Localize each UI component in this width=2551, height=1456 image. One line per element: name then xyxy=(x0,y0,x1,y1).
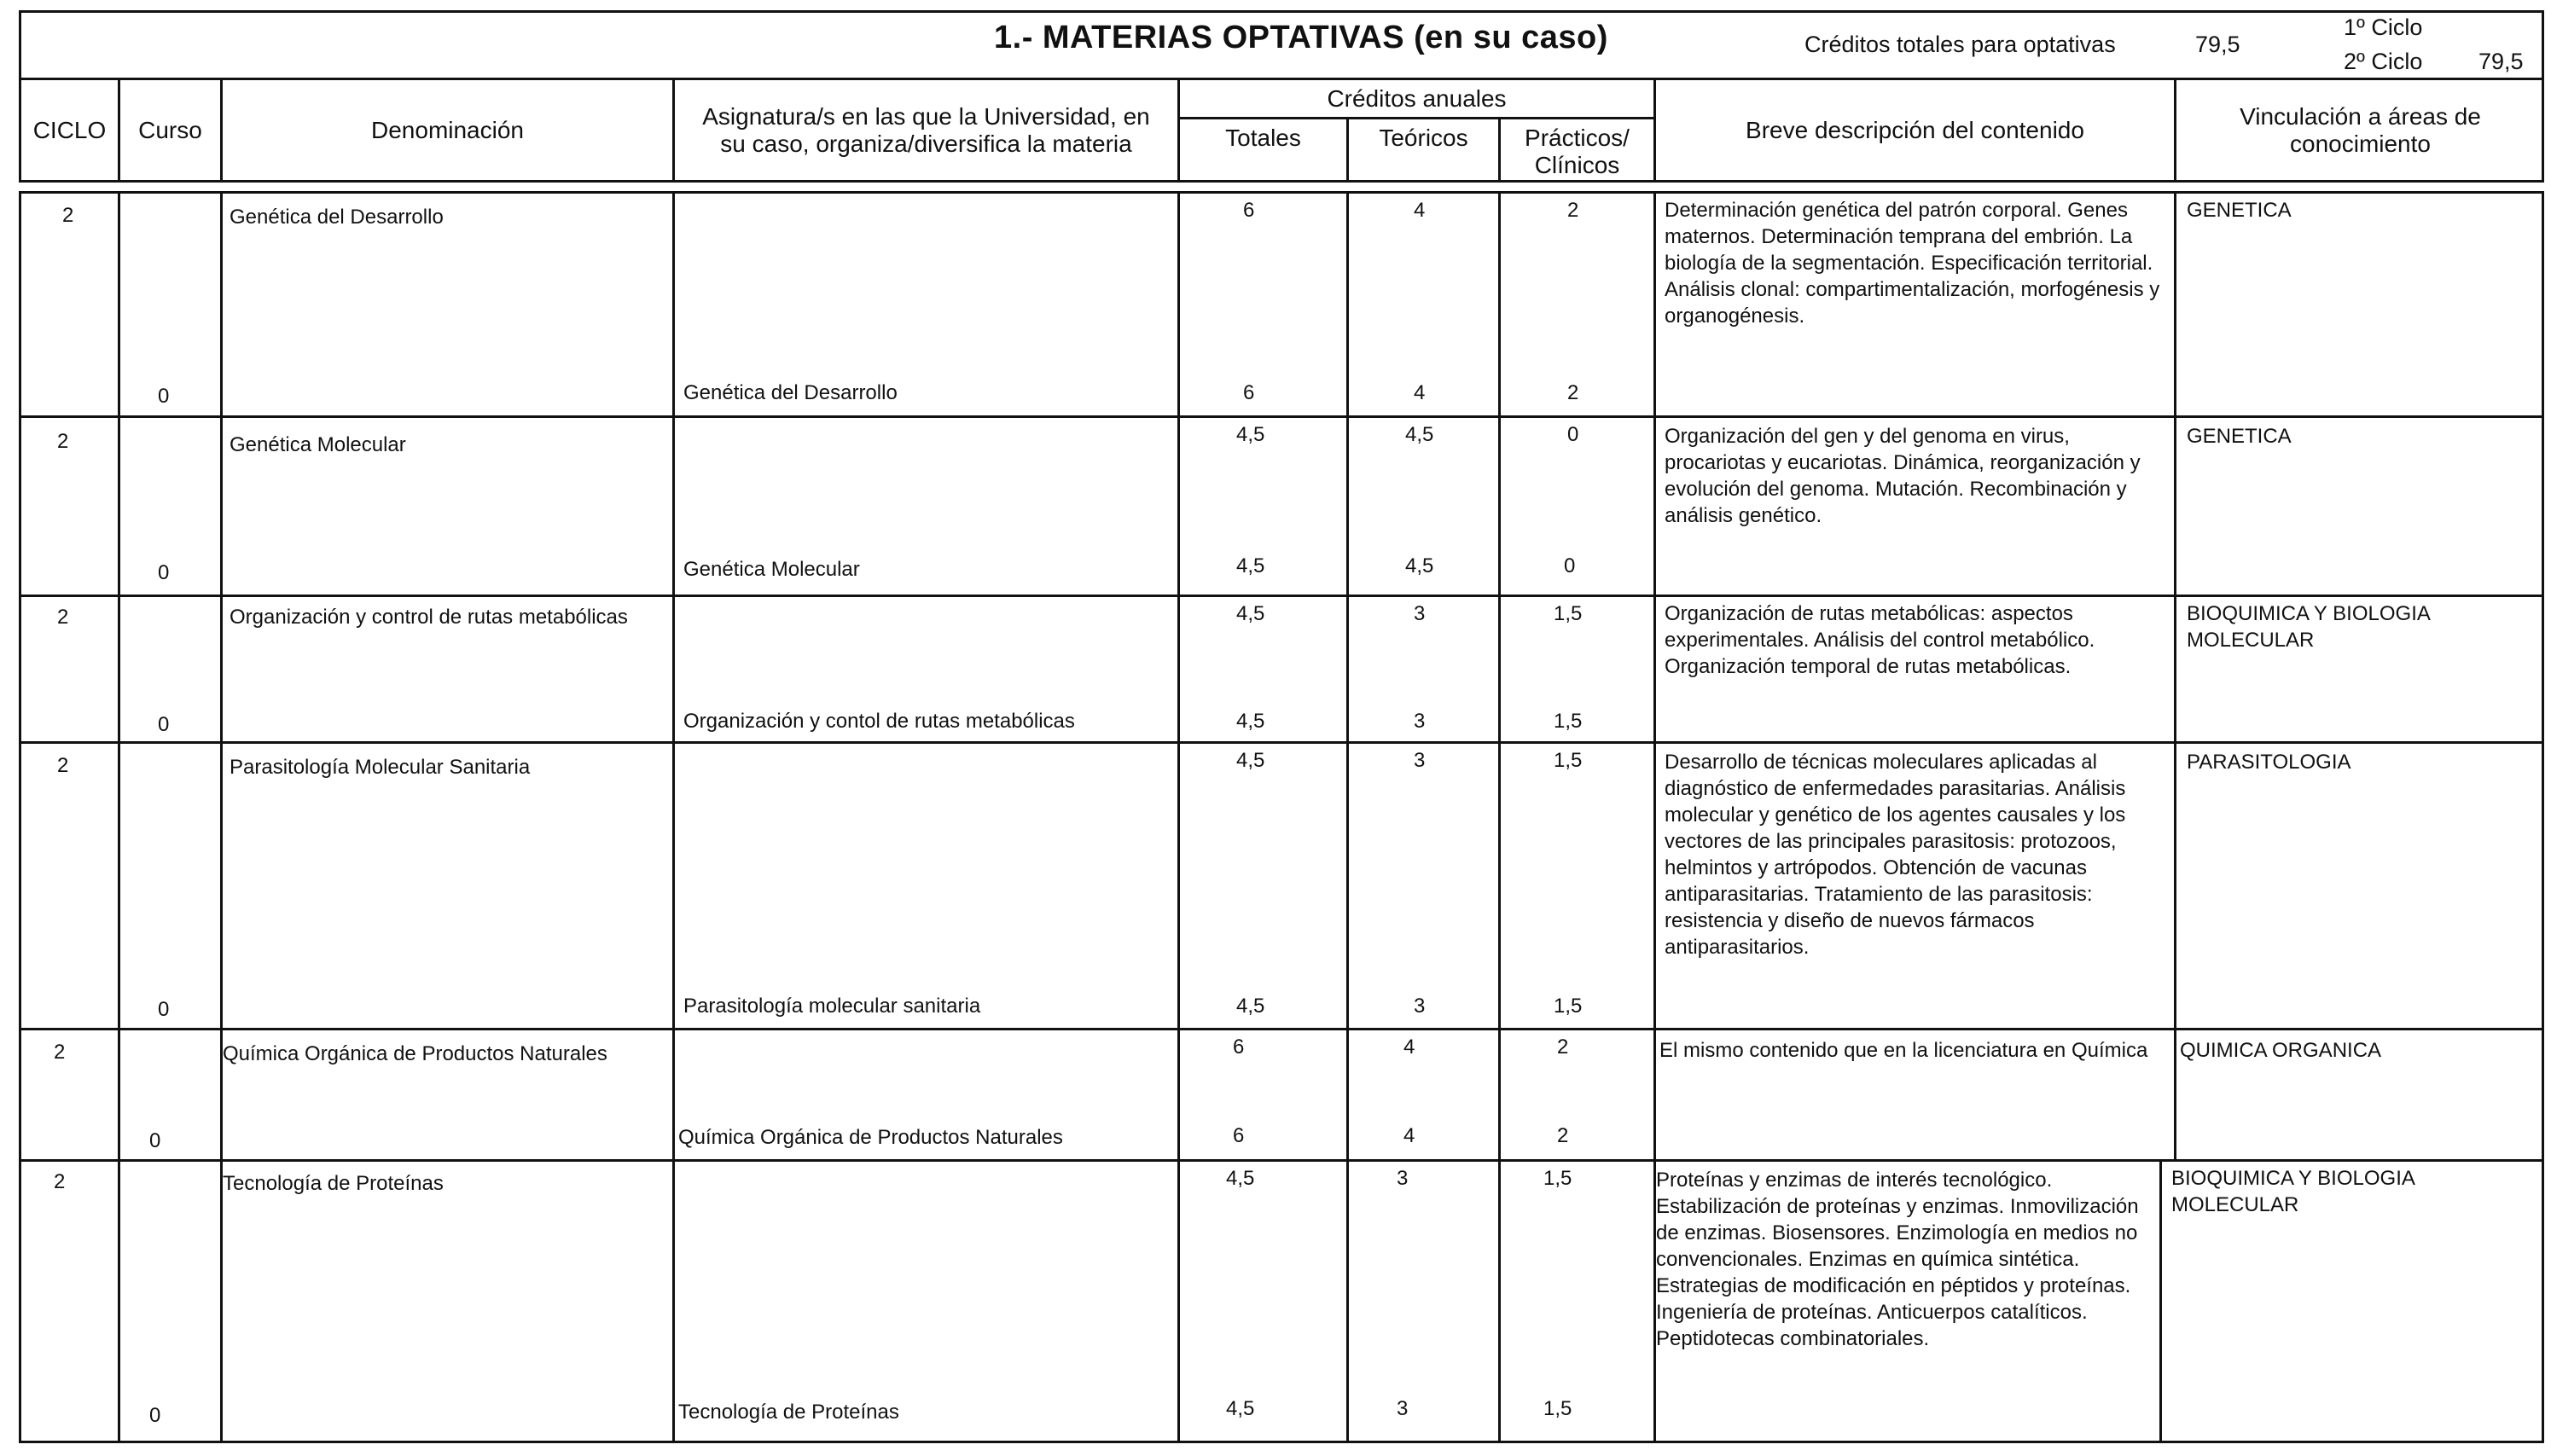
cell-descripcion: Organización de rutas metabólicas: aspectos experimentales. Análisis del control metabólico. Organización temporal de rutas metabólicas. xyxy=(1665,602,2095,678)
table-row xyxy=(19,1162,2544,1443)
cell-ciclo: 2 xyxy=(54,1170,66,1193)
cell-vinculacion: BIOQUIMICA Y BIOLOGIA MOLECULAR xyxy=(2187,602,2430,652)
table-header xyxy=(19,80,2544,183)
cell-totales: 4,5 xyxy=(1236,602,1265,625)
cell-vinculacion: GENETICA xyxy=(2187,425,2292,448)
cell-teoricos: 4 xyxy=(1403,1035,1415,1059)
cell-descripcion: Proteínas y enzimas de interés tecnológico. Estabilización de proteínas y enzimas. Inmovilización de enzimas. Biosensores. Enzimología en medios no convencionales. Enzimas en química sintética. Estrategias de modificación en péptidos y proteínas. Ingeniería de proteínas. Anticuerpos catalíticos. Peptidotecas combinatoriales. xyxy=(1656,1169,2139,1350)
header-ciclo: CICLO xyxy=(21,80,120,180)
cell-totales: 4,5 xyxy=(1236,423,1265,446)
cell-teoricos-asignatura: 4 xyxy=(1414,381,1426,404)
cell-asignatura: Parasitología molecular sanitaria xyxy=(683,995,981,1018)
title-bar xyxy=(19,10,2544,80)
cell-ciclo: 2 xyxy=(57,430,69,453)
cell-practicos-asignatura: 2 xyxy=(1567,381,1579,404)
table-row xyxy=(19,1030,2544,1162)
header-descripcion: Breve descripción del contenido xyxy=(1656,80,2176,180)
cell-curso: 0 xyxy=(149,1404,161,1427)
cell-descripcion: Determinación genética del patrón corporal. Genes maternos. Determinación temprana del embrión. La biología de la segmentación. Especificación territorial. Análisis clonal: compartimentalización, morfogénesis y organogénesis. xyxy=(1665,199,2160,328)
table-row xyxy=(19,418,2544,597)
cell-totales-asignatura: 4,5 xyxy=(1236,995,1265,1018)
cell-denominacion: Genética del Desarrollo xyxy=(230,206,444,229)
header-teoricos: Teóricos xyxy=(1349,119,1501,180)
cell-denominacion: Tecnología de Proteínas xyxy=(223,1172,444,1195)
document-page xyxy=(19,10,2546,1443)
cell-practicos: 1,5 xyxy=(1543,1167,1572,1190)
cell-asignatura: Tecnología de Proteínas xyxy=(678,1401,899,1424)
cell-denominacion: Parasitología Molecular Sanitaria xyxy=(230,756,531,779)
cell-teoricos: 3 xyxy=(1414,749,1426,772)
header-curso: Curso xyxy=(120,80,223,180)
cell-teoricos: 3 xyxy=(1414,602,1426,625)
cell-asignatura: Genética del Desarrollo xyxy=(683,381,898,404)
cell-ciclo: 2 xyxy=(57,606,69,629)
cell-totales: 4,5 xyxy=(1236,749,1265,772)
cell-teoricos: 3 xyxy=(1397,1167,1409,1190)
cell-practicos: 0 xyxy=(1567,423,1579,446)
cell-vinculacion: PARASITOLOGIA xyxy=(2187,751,2351,774)
cell-curso: 0 xyxy=(158,561,170,584)
cell-teoricos: 4,5 xyxy=(1405,423,1434,446)
cell-descripcion: El mismo contenido que en la licenciatura en Química xyxy=(1659,1039,2148,1062)
header-vinculacion: Vinculación a áreas de conocimiento xyxy=(2240,102,2481,157)
cell-practicos: 1,5 xyxy=(1554,602,1583,625)
cell-totales-asignatura: 4,5 xyxy=(1236,710,1265,733)
cell-teoricos-asignatura: 3 xyxy=(1414,710,1426,733)
cell-denominacion: Organización y control de rutas metabólicas xyxy=(230,606,628,629)
cell-practicos-asignatura: 0 xyxy=(1564,554,1576,577)
header-totales: Totales xyxy=(1180,119,1349,180)
cell-totales: 6 xyxy=(1243,199,1255,222)
table-row xyxy=(19,744,2544,1030)
cell-totales-asignatura: 4,5 xyxy=(1236,554,1265,577)
cell-asignatura: Organización y contol de rutas metabólicas xyxy=(683,710,1075,733)
header-asignatura: Asignatura/s en las que la Universidad, en su caso, organiza/diversifica la materia xyxy=(675,80,1180,180)
cell-teoricos: 4 xyxy=(1414,199,1426,222)
cell-practicos-asignatura: 1,5 xyxy=(1554,995,1583,1018)
ciclo1-label: 1º Ciclo xyxy=(2344,15,2423,40)
cell-practicos: 1,5 xyxy=(1554,749,1583,772)
ciclo2-label: 2º Ciclo xyxy=(2344,49,2423,74)
cell-practicos-asignatura: 1,5 xyxy=(1543,1397,1572,1420)
cell-curso: 0 xyxy=(149,1129,161,1152)
table-row xyxy=(19,597,2544,744)
cell-ciclo: 2 xyxy=(54,1041,66,1064)
cell-descripcion: Desarrollo de técnicas moleculares aplicadas al diagnóstico de enfermedades parasitarias. Análisis molecular y genético de los agentes causales y los vectores de las principales parasitosis: protozoos, helmintos y artrópodos. Obtención de vacunas antiparasitarias. Tratamiento de las parasitosis: resistencia y diseño de nuevos fármacos antiparasitarios. xyxy=(1665,751,2126,959)
cell-teoricos-asignatura: 4,5 xyxy=(1405,554,1434,577)
cell-teoricos-asignatura: 4 xyxy=(1403,1124,1415,1147)
cell-teoricos-asignatura: 3 xyxy=(1397,1397,1409,1420)
cell-totales: 4,5 xyxy=(1226,1167,1255,1190)
cell-vinculacion: BIOQUIMICA Y BIOLOGIA MOLECULAR xyxy=(2171,1167,2414,1216)
page-title: 1.- MATERIAS OPTATIVAS (en su caso) xyxy=(994,20,1608,55)
header-denominacion: Denominación xyxy=(223,80,675,180)
cell-asignatura: Genética Molecular xyxy=(683,558,860,581)
ciclo2-value: 79,5 xyxy=(2478,49,2524,74)
cell-ciclo: 2 xyxy=(62,204,74,227)
cell-denominacion: Genética Molecular xyxy=(230,433,406,456)
cell-vinculacion: GENETICA xyxy=(2187,199,2292,222)
cell-curso: 0 xyxy=(158,998,170,1021)
cell-practicos: 2 xyxy=(1567,199,1579,222)
cell-totales-asignatura: 6 xyxy=(1243,381,1255,404)
cell-curso: 0 xyxy=(158,713,170,736)
cell-denominacion: Química Orgánica de Productos Naturales xyxy=(223,1042,607,1065)
cell-ciclo: 2 xyxy=(57,754,69,777)
cell-totales-asignatura: 4,5 xyxy=(1226,1397,1255,1420)
cell-vinculacion: QUIMICA ORGANICA xyxy=(2180,1039,2382,1062)
cell-practicos-asignatura: 1,5 xyxy=(1554,710,1583,733)
cell-totales: 6 xyxy=(1233,1035,1245,1059)
cell-totales-asignatura: 6 xyxy=(1233,1124,1245,1147)
cell-practicos: 2 xyxy=(1557,1035,1569,1059)
header-practicos: Prácticos/ Clínicos xyxy=(1501,119,1656,180)
table-row xyxy=(19,191,2544,418)
credits-total-label: Créditos totales para optativas xyxy=(1804,32,2116,57)
cell-teoricos-asignatura: 3 xyxy=(1414,995,1426,1018)
cell-asignatura: Química Orgánica de Productos Naturales xyxy=(678,1126,1063,1149)
cell-practicos-asignatura: 2 xyxy=(1557,1124,1569,1147)
cell-descripcion: Organización del gen y del genoma en virus, procariotas y eucariotas. Dinámica, reorganización y evolución del genoma. Mutación. Recombinación y análisis genético. xyxy=(1665,425,2141,527)
cell-curso: 0 xyxy=(158,385,170,408)
header-creditos-anuales: Créditos anuales xyxy=(1180,80,1656,119)
credits-total-value: 79,5 xyxy=(2195,32,2240,57)
